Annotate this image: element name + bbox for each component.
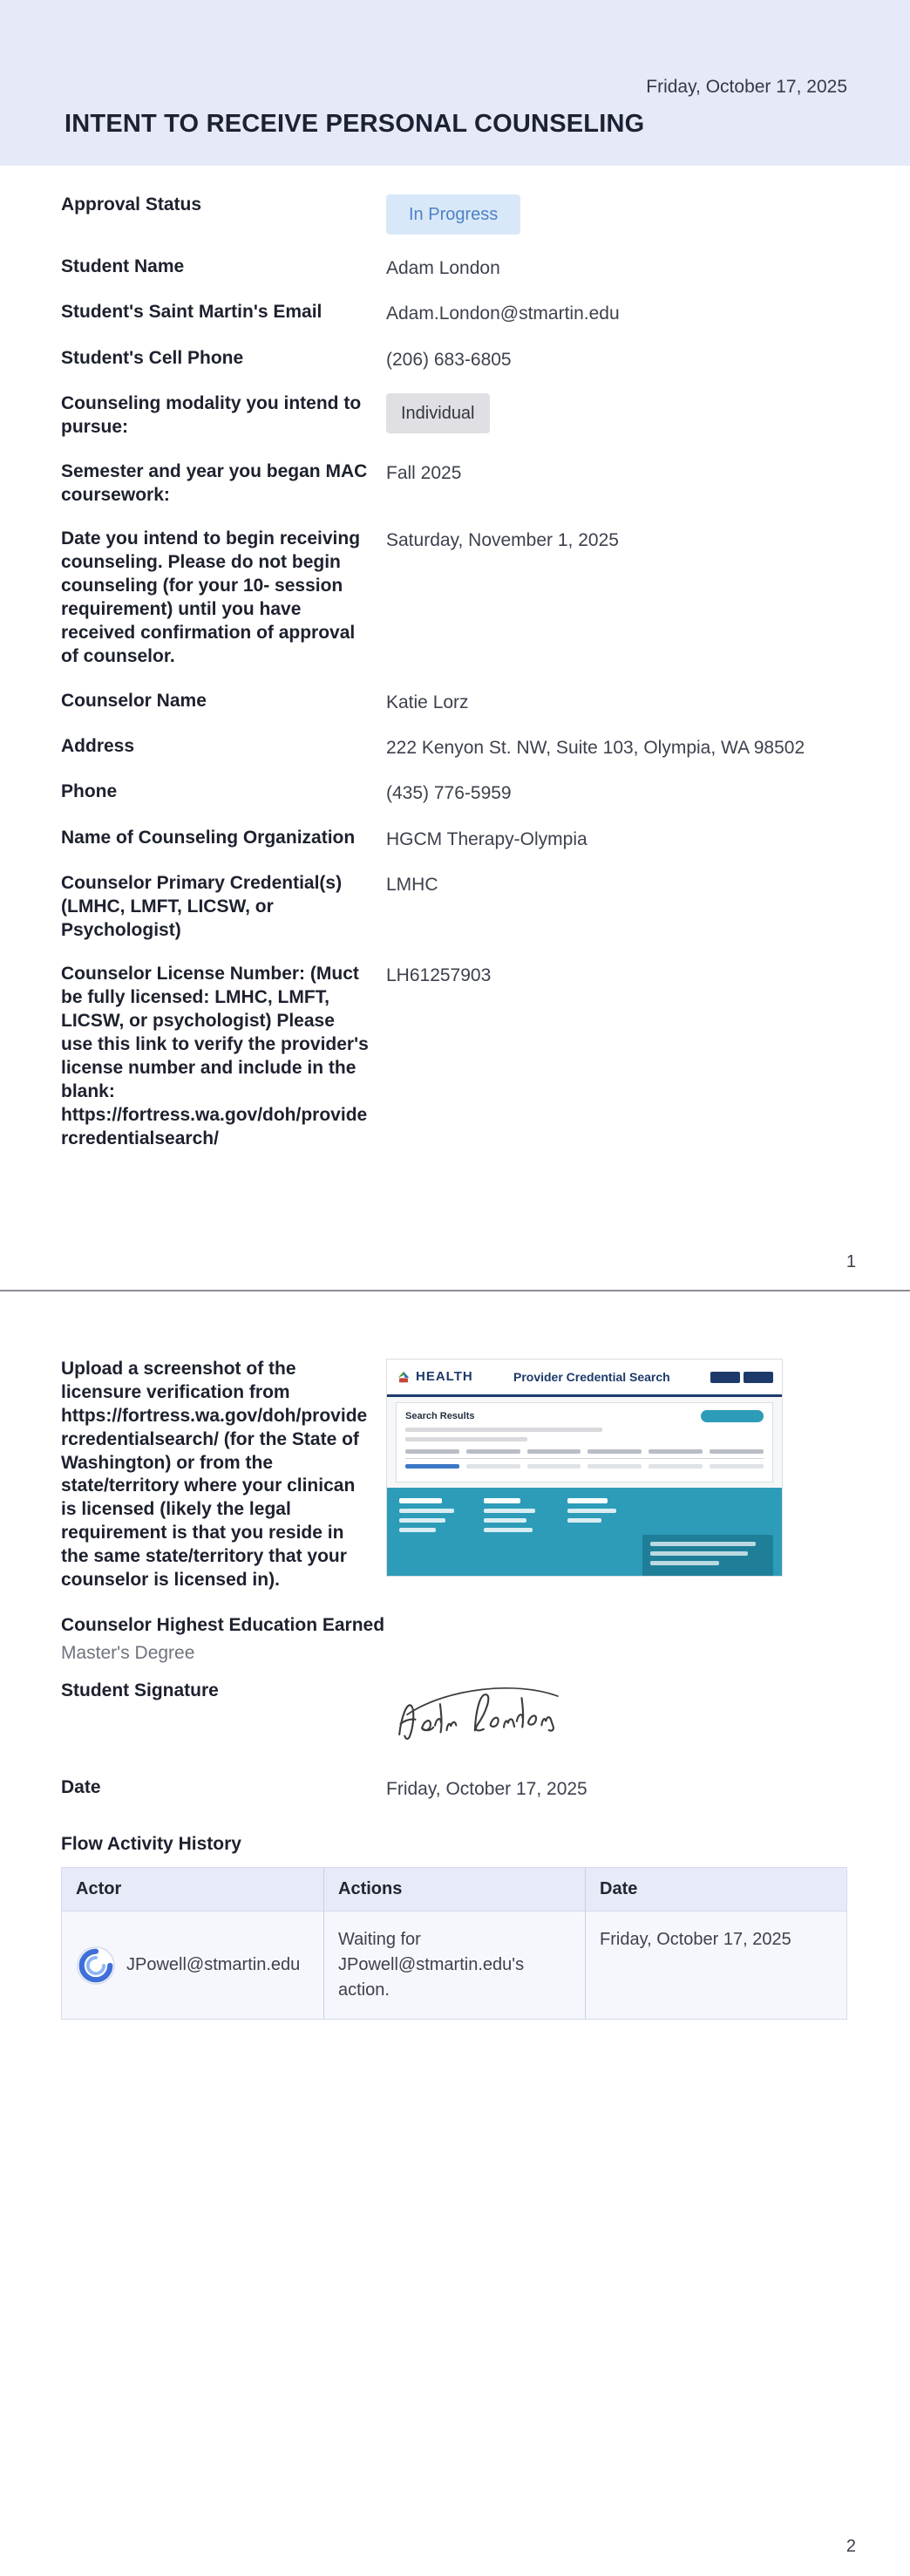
field-value: Adam.London@stmartin.edu — [386, 303, 620, 324]
page-title: INTENT TO RECEIVE PERSONAL COUNSELING — [65, 110, 645, 138]
licensure-screenshot-attachment[interactable] — [386, 1359, 783, 1577]
field-row-cell-phone — [61, 337, 847, 382]
screenshot-footer — [387, 1488, 782, 1577]
actor-cell — [62, 1912, 323, 2019]
actor-email: JPowell@stmartin.edu — [126, 1955, 301, 1975]
document-date: Friday, October 17, 2025 — [646, 77, 847, 97]
field-value: (435) 776-5959 — [386, 783, 512, 804]
field-row-semester — [61, 450, 847, 518]
screenshot-results-area — [387, 1397, 782, 1488]
field-value — [386, 392, 490, 433]
table-row — [62, 1912, 846, 2019]
form-fields — [0, 166, 910, 1161]
field-label: Approval Status — [61, 194, 202, 215]
column-header-date: Date — [585, 1868, 846, 1912]
field-label: Student's Saint Martin's Email — [61, 302, 323, 323]
flow-history-heading: Flow Activity History — [61, 1834, 241, 1855]
action-cell: Waiting for JPowell@stmartin.edu's action. — [323, 1912, 585, 2019]
document-header — [0, 0, 910, 166]
field-label: Student Signature — [61, 1680, 219, 1700]
field-value: Adam London — [386, 258, 500, 278]
column-header-actor: Actor — [62, 1868, 323, 1912]
page-2 — [0, 1291, 910, 2574]
field-label: Counselor Primary Credential(s) (LMHC, LMFT, LICSW, or Psychologist) — [61, 872, 343, 940]
education-value: Master's Degree — [61, 1642, 195, 1663]
field-value: LMHC — [386, 874, 438, 895]
field-row-counselor-name — [61, 679, 847, 725]
field-value: HGCM Therapy-Olympia — [386, 828, 587, 849]
field-value: Friday, October 17, 2025 — [386, 1778, 587, 1799]
search-button-pill — [701, 1410, 764, 1422]
field-value — [386, 1680, 571, 1755]
field-label: Student's Cell Phone — [61, 347, 244, 368]
doh-brand-text: HEALTH — [416, 1369, 473, 1385]
results-table-row — [405, 1464, 764, 1469]
field-label: Address — [61, 735, 135, 756]
search-results-heading: Search Results — [405, 1411, 475, 1421]
student-signature-image — [386, 1675, 571, 1755]
modality-badge: Individual — [386, 393, 490, 433]
results-table-headers — [405, 1449, 764, 1459]
date-cell: Friday, October 17, 2025 — [585, 1912, 846, 2019]
field-label: Counselor Name — [61, 690, 207, 711]
flow-history-header-row — [62, 1868, 846, 1912]
field-row-address — [61, 725, 847, 770]
field-row-student-email — [61, 290, 847, 336]
screenshot-header — [387, 1360, 782, 1397]
field-row-approval-status — [61, 183, 847, 245]
field-row-signature — [61, 1669, 847, 1766]
field-row-modality — [61, 382, 847, 450]
field-label: Date you intend to begin receiving counseling. Please do not begin counseling (for your 10- session requirement) until you have received confirmation of approval of counselor. — [61, 528, 361, 666]
field-row-organization — [61, 816, 847, 862]
field-row-start-date — [61, 517, 847, 678]
field-value: (206) 683-6805 — [386, 349, 512, 370]
page-number-1: 1 — [845, 1252, 856, 1271]
field-value — [386, 1358, 783, 1577]
column-header-actions: Actions — [323, 1868, 585, 1912]
avatar — [76, 1946, 116, 1986]
doh-logo — [396, 1368, 473, 1386]
field-row-student-name — [61, 245, 847, 290]
field-label: Counseling modality you intend to pursue: — [61, 392, 362, 437]
education-label: Counselor Highest Education Earned — [61, 1614, 385, 1635]
field-value: 222 Kenyon St. NW, Suite 103, Olympia, WA 98502 — [386, 737, 805, 758]
screenshot-footer-notice — [642, 1535, 773, 1577]
field-value: Fall 2025 — [386, 462, 462, 483]
status-badge: In Progress — [386, 194, 520, 235]
field-label: Counselor License Number: (Muct be fully licensed: LMHC, LMFT, LICSW, or psychologist) Please use this link to verify the provider's license number and include in the blank: https://fortress.wa.gov/doh/providercredentialsearch/ — [61, 964, 369, 1148]
field-row-license-number — [61, 952, 847, 1161]
field-row-phone — [61, 770, 847, 815]
flow-history-table — [61, 1867, 847, 2020]
field-label: Date — [61, 1776, 101, 1797]
field-label: Name of Counseling Organization — [61, 827, 356, 848]
field-value: LH61257903 — [386, 965, 492, 986]
field-row-date — [61, 1766, 847, 1811]
field-label: Student Name — [61, 256, 185, 276]
screenshot-title: Provider Credential Search — [513, 1369, 670, 1384]
field-row-credentials — [61, 862, 847, 953]
doh-logo-icon — [396, 1369, 411, 1385]
field-value: Saturday, November 1, 2025 — [386, 530, 619, 551]
screenshot-nav-buttons — [710, 1372, 773, 1383]
field-label: Phone — [61, 781, 118, 802]
page-number-2: 2 — [845, 2537, 856, 2556]
field-row-upload-screenshot — [61, 1347, 847, 1603]
field-value — [386, 194, 520, 235]
field-label: Semester and year you began MAC coursework: — [61, 460, 368, 505]
field-label: Upload a screenshot of the licensure verification from https://fortress.wa.gov/doh/providercredentialsearch/ (for the State of Washington) or from the state/territory where your clinican is licensed (likely the legal requirement is that you reside in the same state/territory that your counselor is licensed in). — [61, 1359, 368, 1590]
field-value: Katie Lorz — [386, 692, 469, 712]
